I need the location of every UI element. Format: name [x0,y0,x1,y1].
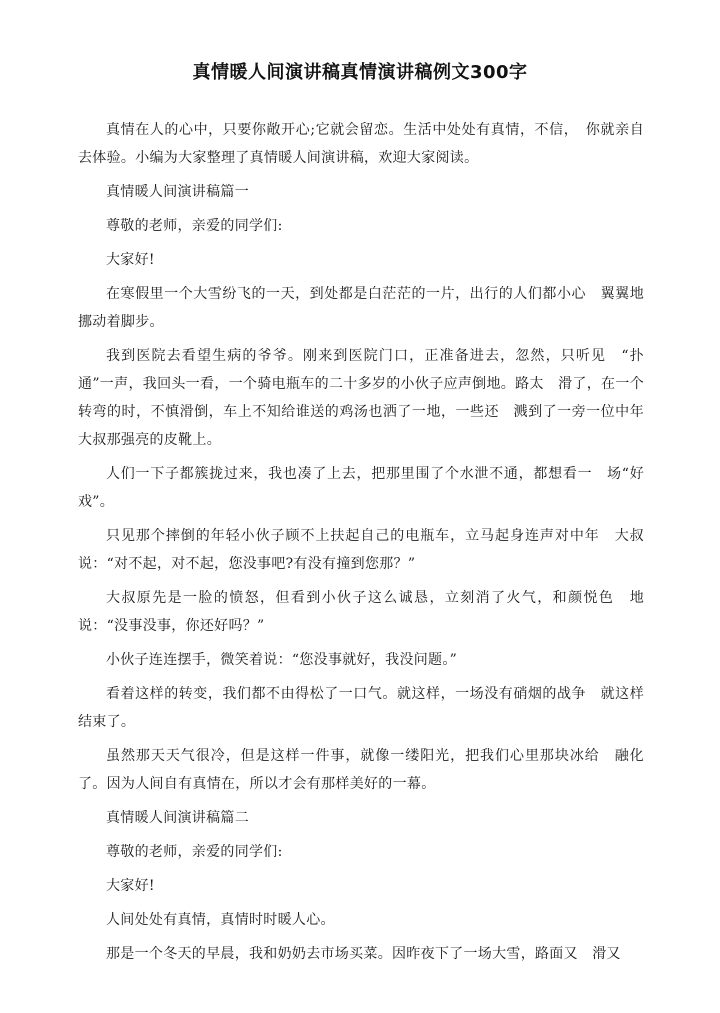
salutation: 尊敬的老师，亲爱的同学们: [106,218,283,234]
paragraph: 我到医院去看望生病的爷爷。刚来到医院门口，正准备进去，忽然，只听见 “扑通”一声，我回头一看，一个骑电瓶车的二十多岁的小伙子应声倒地。路太 滑了，在一个转弯的时，不慎滑倒，车上不知给谁送的鸡汤也洒了一地，一些还 溅到了一旁一位中年大叔那强亮的皮靴上。 [78,348,644,448]
paragraph: 虽然那天天气很冷，但是这样一件事，就像一缕阳光，把我们心里那块冰给 融化了。因为人间自有真情在，所以才会有那样美好的一幕。 [78,748,644,792]
document-body [78,116,644,974]
paragraph: 那是一个冬天的早晨，我和奶奶去市场买菜。因昨夜下了一场大雪，路面又 滑又 [106,946,621,962]
paragraph: 只见那个摔倒的年轻小伙子顾不上扶起自己的电瓶车，立马起身连声对中年 大叔说：“对不起，对不起，您没事吧?有没有撞到您那？” [78,528,644,572]
paragraph: 在寒假里一个大雪纷飞的一天，到处都是白茫茫的一片，出行的人们都小心 翼翼地挪动着脚步。 [78,286,644,330]
greeting: 大家好! [106,252,155,268]
section-heading: 真情暖人间演讲稿篇一 [106,184,249,200]
document-title: 真情暖人间演讲稿真情演讲稿例文300字 [192,62,528,83]
salutation: 尊敬的老师，亲爱的同学们: [106,844,283,860]
paragraph: 看着这样的转变，我们都不由得松了一口气。就这样，一场没有硝烟的战争 就这样结束了。 [78,686,644,730]
paragraph: 人们一下子都簇拢过来，我也凑了上去，把那里围了个水泄不通，都想看一 场“好戏”。 [78,466,644,510]
paragraph: 人间处处有真情，真情时时暖人心。 [106,912,335,928]
section-heading: 真情暖人间演讲稿篇二 [106,810,249,826]
paragraph: 真情在人的心中，只要你敞开心;它就会留恋。生活中处处有真情，不信， 你就亲自去体验。小编为大家整理了真情暖人间演讲稿，欢迎大家阅读。 [78,122,644,166]
paragraph: 大叔原先是一脸的愤怒，但看到小伙子这么诚恳，立刻消了火气，和颜悦色 地说：“没事没事，你还好吗？” [78,590,644,634]
greeting: 大家好! [106,878,155,894]
paragraph: 小伙子连连摆手，微笑着说：“您没事就好，我没问题。” [106,652,458,668]
